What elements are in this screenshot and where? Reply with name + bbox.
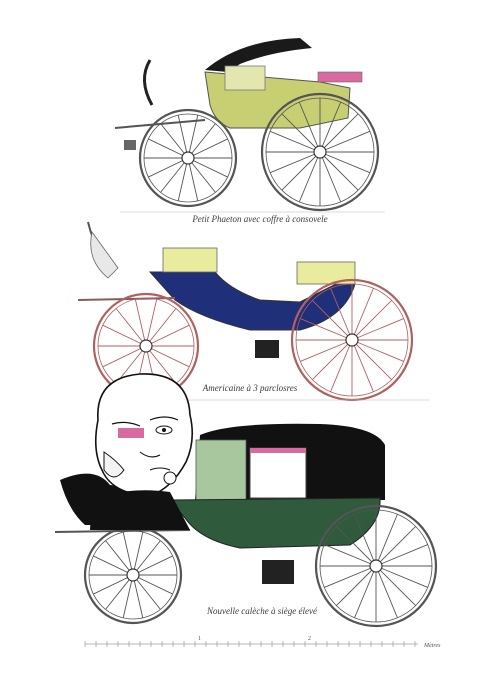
caleche-front-wheel [85,527,181,623]
caption-caleche: Nouvelle calèche à siège élevé [207,606,317,616]
wheel-spoke [146,325,189,346]
wheel-hub [127,569,139,581]
phaeton-lattice [225,66,265,90]
caleche-rear-wheel [316,506,436,626]
caption-phaeton: Petit Phaeton avec coffre à consovele [192,214,328,224]
americaine-front-seat [163,248,217,272]
scale-tick-2: 2 [308,636,311,642]
scale-label: Mètres [424,643,441,649]
wheel-spoke [352,300,392,340]
wheel-spoke [282,152,320,190]
wheel-spoke [133,556,173,575]
phaeton-rear-wheel [262,94,378,210]
americaine-carriage [78,222,430,400]
wheel-spoke [188,139,228,158]
caleche-body [170,498,380,548]
wheel-spoke [103,325,146,346]
caleche-door-window [250,448,306,498]
wheel-hub [314,146,326,158]
phaeton-seat-trim [318,72,362,82]
wheel-spoke [103,346,146,367]
phaeton-carriage [115,38,385,212]
wojak-face-overlay [90,374,192,530]
wheel-spoke [376,526,416,566]
wheel-spoke [133,575,173,594]
phaeton-front-wheel [140,110,236,206]
americaine-rear-wheel [292,280,412,400]
wheel-spoke [336,566,376,606]
wheel-hub [370,560,382,572]
caption-americaine: Americaine à 3 parclosres [202,383,298,393]
wheel-spoke [93,556,133,575]
wheel-spoke [352,340,392,380]
wheel-spoke [148,139,188,158]
wheel-spoke [376,566,416,606]
wheel-spoke [188,158,228,177]
caleche-window-green [196,440,246,500]
wheel-hub [182,152,194,164]
wheel-spoke [148,158,188,177]
scale-tick-1: 1 [198,636,201,642]
scale-bar [85,641,418,647]
wheel-spoke [146,346,189,367]
wheel-spoke [93,575,133,594]
wheel-spoke [312,340,352,380]
wheel-hub [346,334,358,346]
wheel-spoke [320,152,358,190]
wheel-hub [140,340,152,352]
